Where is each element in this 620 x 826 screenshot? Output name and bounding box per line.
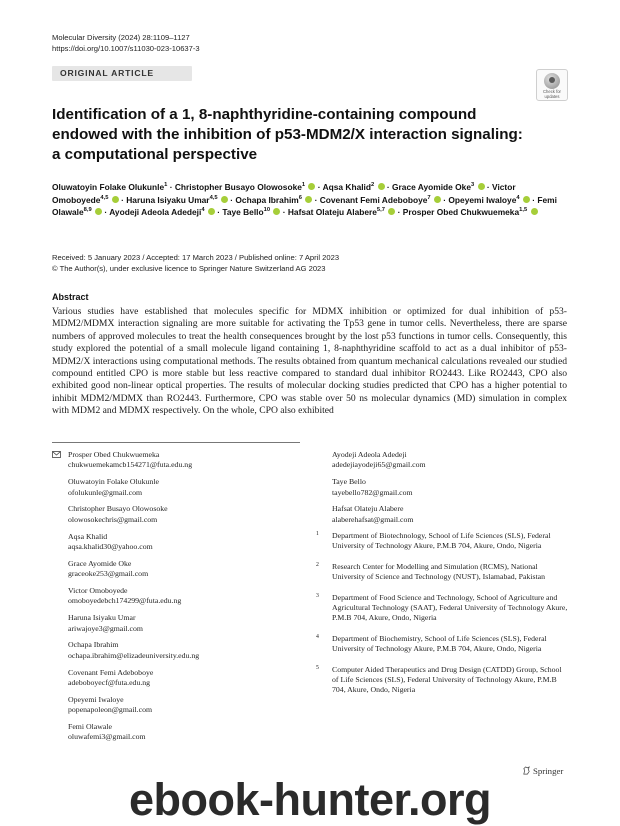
- author-name[interactable]: Christopher Busayo Olowosoke: [174, 182, 302, 192]
- author-affiliation-sup: 5,7: [376, 207, 385, 214]
- contact-entry: [332, 477, 567, 498]
- contact-name: Prosper Obed Chukwuemeka: [68, 450, 160, 459]
- author-name[interactable]: Prosper Obed Chukwuemeka: [402, 207, 520, 218]
- author-affiliation-sup: 7: [427, 194, 431, 201]
- author-entry: [392, 182, 492, 192]
- orcid-icon[interactable]: [434, 196, 441, 203]
- affiliation-text: Department of Biochemistry, School of Life Sciences (SLS), Federal University of Technology Akure, P.M.B 704, Akure, Ondo, Nigeria: [332, 633, 547, 654]
- author-name[interactable]: Hafsat Olateju Alabere: [287, 207, 377, 218]
- contact-name: Ayodeji Adeola Adedeji: [332, 450, 407, 459]
- author-separator: ·: [118, 194, 127, 205]
- envelope-icon: [52, 451, 61, 458]
- orcid-icon[interactable]: [95, 208, 102, 215]
- contact-entry: [68, 559, 318, 580]
- author-affiliation-sup: 8,9: [83, 207, 92, 214]
- author-entry: [175, 182, 323, 192]
- author-name[interactable]: Covenant Femi Adeboboye: [319, 194, 428, 205]
- orcid-icon[interactable]: [478, 183, 485, 190]
- author-name[interactable]: Haruna Isiyaku Umar: [126, 194, 210, 205]
- author-entry: [52, 182, 175, 192]
- contact-email[interactable]: alaberehafsat@gmail.com: [332, 514, 414, 524]
- orcid-icon[interactable]: [112, 196, 119, 203]
- author-name[interactable]: Grace Ayomide Oke: [392, 182, 471, 192]
- author-entry: [235, 195, 319, 205]
- author-name[interactable]: Ochapa Ibrahim: [235, 194, 299, 205]
- author-entry: [448, 195, 537, 205]
- author-separator: ·: [315, 182, 323, 192]
- affiliation-text: Department of Food Science and Technology, School of Agriculture and Agricultural Technology (SAAT), Federal University of Technology Akure, P.M.B 704, Akure, Ondo, Nigeria: [332, 592, 568, 623]
- check-for-updates-badge[interactable]: [536, 69, 568, 101]
- article-type-label: ORIGINAL ARTICLE: [60, 68, 154, 78]
- author-affiliation-sup: 3: [471, 182, 475, 189]
- contact-entry: [68, 695, 318, 716]
- watermark-text: ebook-hunter.org: [129, 774, 491, 825]
- author-name[interactable]: Oluwatoyin Folake Olukunle: [52, 182, 165, 192]
- contact-entry: [68, 532, 318, 553]
- journal-volume-line: Molecular Diversity (2024) 28:1109–1127: [52, 33, 190, 42]
- contact-name: Taye Bello: [332, 477, 366, 487]
- contact-email[interactable]: popenapoleon@gmail.com: [68, 705, 153, 715]
- contact-entry: [332, 450, 567, 471]
- affiliation-entry: [316, 562, 568, 583]
- contact-name: Grace Ayomide Oke: [68, 558, 132, 568]
- abstract-paragraph: Various studies have established that molecules specific for MDMX inhibition or optimized for dual inhibition of p53-MDM2/MDMX interaction signaling are more suitable for activating the Tp53 gene in tumor cells. Nevertheless, there are sparse numbers of approved molecules to treat the health consequences brought by the lost p53 functions in tumor cells. Consequently, this study explored the potential of a small molecule ligand containing 1, 8-naphthyridine scaffold to act as a dual inhibitor of p53-MDM2/X interactions using computational methods. The results obtained from quantum mechanical calculations revealed our studied compound entitled CPO is more stable but less reactive compared to standard dual inhibitor RO2443. Like RO2443, CPO also exhibited good non-linear optical properties. The results of molecular docking studies predicted that CPO has a higher potential to inhibit MDM2/MDMX than RO2443. Furthermore, CPO was stable over 50 ns molecular dynamics (MD) simulation in complex with MDM2 and MDMX respectively. On the whole, CPO also exhibited: [52, 306, 567, 417]
- contact-entry: [68, 668, 318, 689]
- contact-entry: [332, 504, 567, 525]
- contact-entry: [68, 504, 318, 525]
- contact-email[interactable]: ariwajoye3@gmail.com: [68, 623, 143, 633]
- contact-email[interactable]: oluwafemi3@gmail.com: [68, 732, 146, 742]
- author-separator: ·: [280, 207, 288, 218]
- contact-name: Opeyemi Iwaloye: [68, 694, 124, 704]
- author-entry: [126, 195, 235, 205]
- author-separator: ·: [484, 182, 493, 192]
- publication-history: [52, 253, 339, 274]
- author-list: [52, 181, 567, 219]
- contact-email[interactable]: chukwuemekamcb154271@futa.edu.ng: [68, 460, 193, 470]
- author-affiliation-sup: 1: [164, 182, 168, 189]
- contact-name: Victor Omoboyede: [68, 586, 128, 596]
- affiliation-number: 1: [316, 531, 319, 537]
- contact-entry: [68, 586, 318, 607]
- author-affiliation-sup: 1,5: [519, 207, 528, 214]
- contact-entry: [68, 450, 318, 471]
- contact-list-left: [68, 450, 318, 749]
- orcid-icon[interactable]: [523, 196, 530, 203]
- author-separator: ·: [384, 182, 393, 192]
- contact-email[interactable]: tayebello782@gmail.com: [332, 487, 413, 497]
- contact-email[interactable]: aqsa.khalid30@yahoo.com: [68, 542, 153, 552]
- contact-list-right: [332, 450, 567, 532]
- affiliation-number: 5: [316, 664, 319, 671]
- abstract-text: [52, 306, 567, 418]
- author-affiliation-sup: 10: [263, 207, 271, 214]
- contact-email[interactable]: ochapa.ibrahim@elizadeuniversity.edu.ng: [68, 650, 200, 660]
- author-name[interactable]: Aqsa Khalid: [322, 182, 371, 192]
- affiliation-text: Research Center for Modelling and Simulation (RCMS), National University of Science and Technology (NUST), Islamabad, Pakistan: [332, 561, 546, 582]
- author-separator: ·: [395, 207, 403, 218]
- author-affiliation-sup: 4: [516, 194, 520, 201]
- contact-name: Femi Olawale: [68, 722, 112, 732]
- author-entry: [403, 207, 538, 217]
- affiliation-list: [316, 531, 568, 706]
- contact-name: Hafsat Olateju Alabere: [332, 504, 404, 514]
- author-affiliation-sup: 4,5: [100, 194, 109, 201]
- affiliation-number: 4: [316, 633, 319, 640]
- author-entry: [222, 207, 288, 217]
- abstract-heading: Abstract: [52, 292, 89, 302]
- author-separator: ·: [227, 194, 236, 205]
- affiliation-number: 3: [316, 592, 319, 599]
- affiliation-text: Department of Biotechnology, School of Life Sciences (SLS), Federal University of Technology Akure, P.M.B 704, Akure, Ondo, Nigeria: [332, 531, 551, 551]
- title-line: Identification of a 1, 8-naphthyridine-containing compound: [52, 106, 477, 123]
- contact-entry: [68, 613, 318, 634]
- contact-email[interactable]: olowosokechris@gmail.com: [68, 514, 158, 524]
- author-separator: ·: [102, 207, 110, 218]
- author-affiliation-sup: 6: [298, 194, 302, 201]
- orcid-icon[interactable]: [221, 196, 228, 203]
- article-title: [52, 105, 552, 165]
- affiliation-entry: [316, 593, 568, 624]
- author-entry: [320, 195, 449, 205]
- author-affiliation-sup: 4,5: [209, 194, 218, 201]
- author-entry: [109, 207, 222, 217]
- author-separator: ·: [312, 194, 320, 205]
- contact-email[interactable]: adeboboyecf@futa.edu.ng: [68, 678, 151, 688]
- author-separator: ·: [167, 182, 175, 192]
- check-updates-label: Check for updates: [543, 89, 561, 99]
- contact-name: Aqsa Khalid: [68, 531, 108, 541]
- affiliation-number: 2: [316, 561, 319, 568]
- affiliation-entry: [316, 665, 568, 696]
- orcid-icon[interactable]: [208, 208, 215, 215]
- author-name[interactable]: Taye Bello: [222, 207, 264, 218]
- author-separator: ·: [529, 194, 538, 205]
- contact-email[interactable]: graceoke253@gmail.com: [68, 569, 149, 579]
- contact-name: Haruna Isiyaku Umar: [68, 613, 136, 623]
- journal-citation: [52, 33, 200, 54]
- contact-email[interactable]: omoboyedebch174299@futa.edu.ng: [68, 596, 182, 606]
- footnote-divider: [52, 442, 300, 443]
- title-line: a computational perspective: [52, 146, 258, 163]
- contact-name: Ochapa Ibrahim: [68, 640, 119, 650]
- publisher-name: Springer: [533, 766, 564, 776]
- contact-name: Covenant Femi Adeboboye: [68, 667, 154, 677]
- history-dates: Received: 5 January 2023 / Accepted: 17 March 2023 / Published online: 7 April 2023: [52, 253, 340, 262]
- author-entry: [323, 182, 392, 192]
- orcid-icon[interactable]: [378, 183, 385, 190]
- author-name[interactable]: Victor Omoboyede: [52, 182, 516, 205]
- author-entry: [288, 207, 403, 217]
- copyright-line: © The Author(s), under exclusive licence to Springer Nature Switzerland AG 2023: [52, 263, 326, 273]
- contact-name: Oluwatoyin Folake Olukunle: [68, 477, 159, 487]
- article-type-tag: [52, 66, 192, 81]
- contact-email[interactable]: ofolukunle@gmail.com: [68, 487, 143, 497]
- author-affiliation-sup: 1: [301, 182, 306, 189]
- contact-entry: [68, 722, 318, 743]
- author-affiliation-sup: 4: [201, 207, 205, 214]
- author-name[interactable]: Ayodeji Adeola Adedeji: [109, 207, 202, 218]
- title-line: endowed with the inhibition of p53-MDM2/X interaction signaling:: [52, 126, 523, 143]
- affiliation-entry: [316, 531, 568, 552]
- affiliation-entry: [316, 634, 568, 655]
- author-separator: ·: [440, 194, 449, 205]
- orcid-icon[interactable]: [531, 208, 538, 215]
- doi-link[interactable]: https://doi.org/10.1007/s11030-023-10637-3: [52, 43, 200, 53]
- check-updates-icon: [544, 73, 560, 89]
- contact-entry: [68, 477, 318, 498]
- author-separator: ·: [214, 207, 223, 218]
- author-name[interactable]: Femi Olawale: [52, 194, 557, 218]
- affiliation-text: Computer Aided Therapeutics and Drug Design (CATDD) Group, School of Life Sciences (SLS), Federal University of Technology Akure, P.M.B 704, Akure, Ondo, Nigeria: [332, 664, 562, 695]
- contact-name: Christopher Busayo Olowosoke: [68, 504, 168, 514]
- author-affiliation-sup: 2: [371, 182, 375, 189]
- author-name[interactable]: Opeyemi Iwaloye: [448, 194, 517, 205]
- contact-entry: [68, 640, 318, 661]
- contact-email[interactable]: adedejiayodeji65@gmail.com: [332, 460, 426, 470]
